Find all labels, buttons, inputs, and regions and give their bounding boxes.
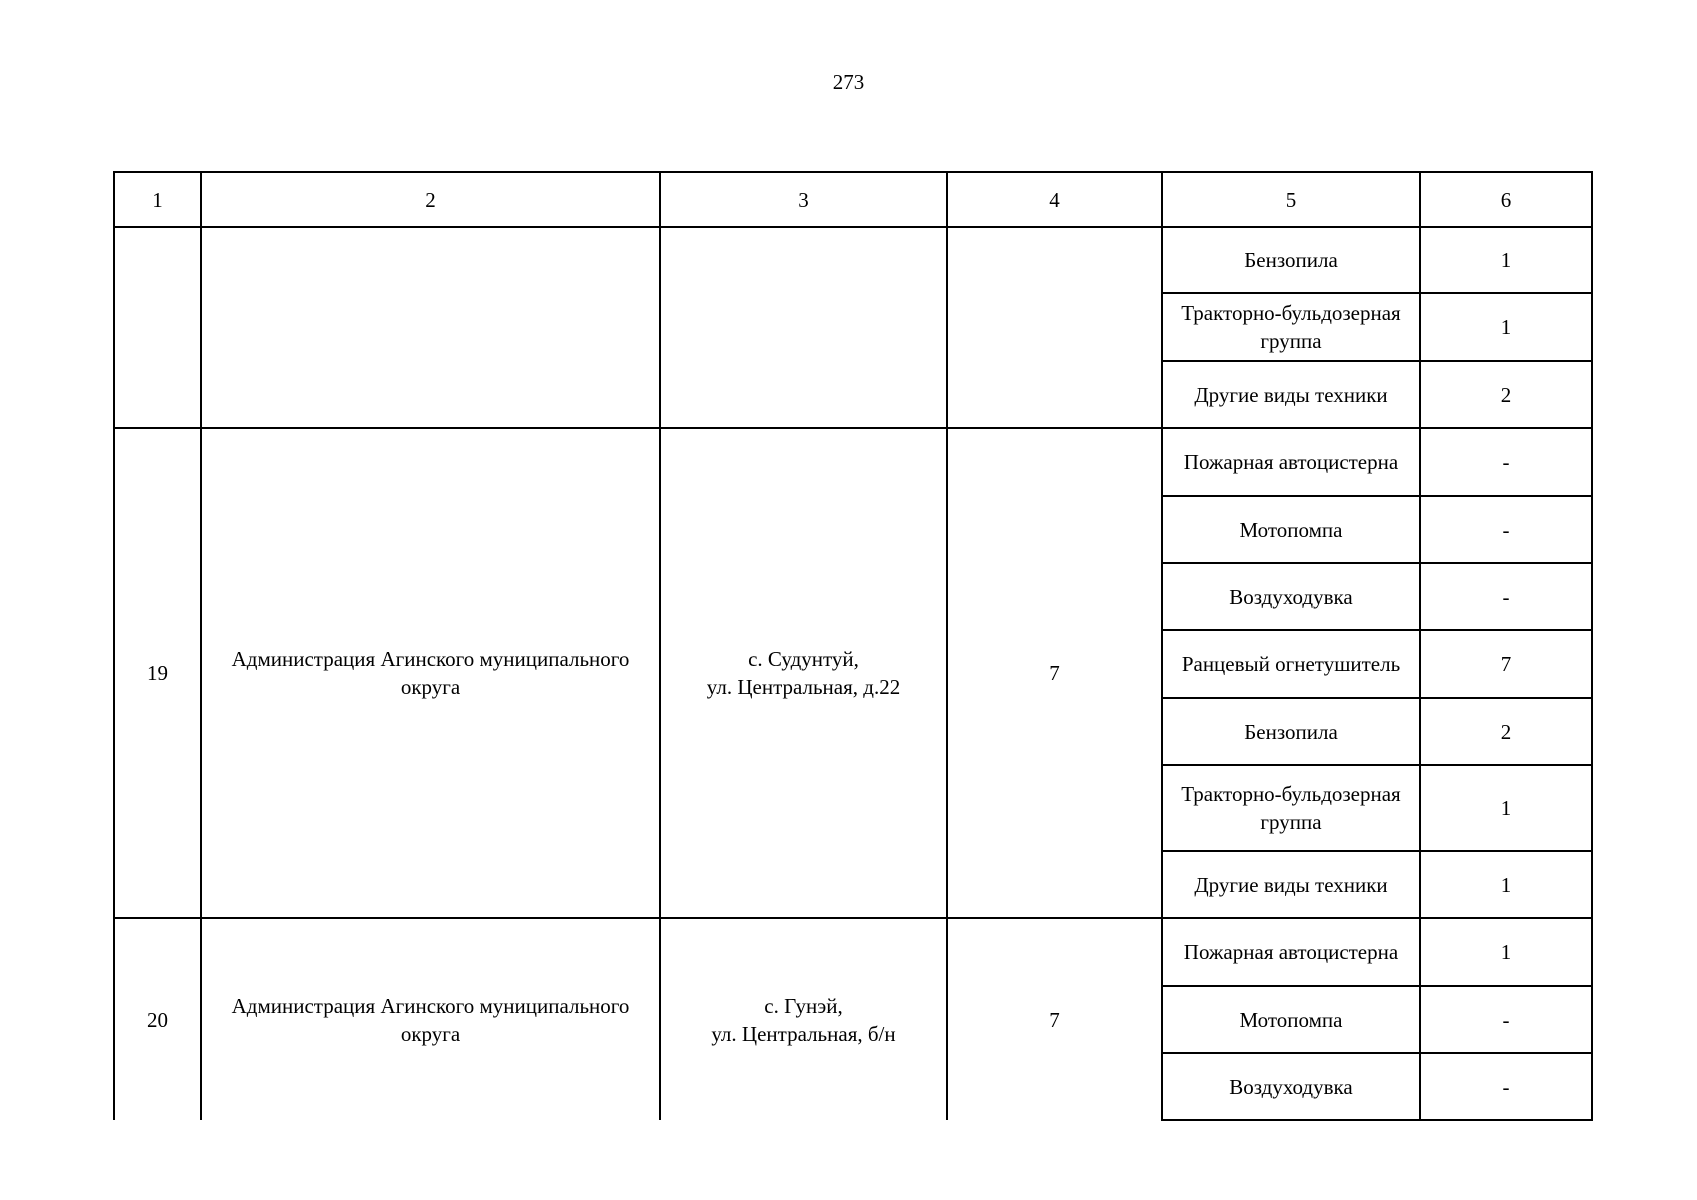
table-row: [114, 428, 1592, 496]
address-line: ул. Центральная, б/н: [711, 1021, 896, 1046]
equipment-name: Воздуходувка: [1162, 1053, 1420, 1120]
equipment-count: 1: [1420, 918, 1592, 986]
equipment-name: Тракторно-бульдозерная группа: [1162, 293, 1420, 361]
org-cell: Администрация Агинского муниципального округа: [201, 428, 660, 918]
num-cell: 20: [114, 918, 201, 1120]
address-cell: [660, 918, 947, 1120]
header-cell: 6: [1420, 172, 1592, 227]
header-cell: 1: [114, 172, 201, 227]
equipment-name: Тракторно-бульдозерная группа: [1162, 765, 1420, 851]
table-row: [114, 918, 1592, 986]
equipment-name: Бензопила: [1162, 227, 1420, 293]
num-cell: [114, 227, 201, 428]
equipment-name: Бензопила: [1162, 698, 1420, 765]
header-cell: 4: [947, 172, 1162, 227]
num-cell: 19: [114, 428, 201, 918]
equipment-count: 7: [1420, 630, 1592, 698]
page-number: 273: [832, 70, 865, 94]
address-cell: [660, 227, 947, 428]
equipment-name: Мотопомпа: [1162, 986, 1420, 1053]
equipment-count: 1: [1420, 851, 1592, 918]
equipment-count: -: [1420, 428, 1592, 496]
header-cell: 3: [660, 172, 947, 227]
equipment-name: Другие виды техники: [1162, 361, 1420, 428]
equipment-count: 1: [1420, 227, 1592, 293]
equipment-count: -: [1420, 1053, 1592, 1120]
col4-cell: [947, 227, 1162, 428]
equipment-name: Воздуходувка: [1162, 563, 1420, 630]
header-cell: 2: [201, 172, 660, 227]
col4-cell: 7: [947, 428, 1162, 918]
equipment-count: 2: [1420, 698, 1592, 765]
table-row: [114, 227, 1592, 293]
address-line: с. Гунэй,: [764, 993, 843, 1018]
address-line: ул. Центральная, д.22: [706, 675, 901, 699]
equipment-count: 2: [1420, 361, 1592, 428]
equipment-count: 1: [1420, 765, 1592, 851]
equipment-table: [113, 171, 1593, 1121]
equipment-name: Пожарная автоцистерна: [1162, 918, 1420, 986]
org-cell: Администрация Агинского муниципального округа: [201, 918, 660, 1120]
col4-cell: 7: [947, 918, 1162, 1120]
equipment-name: Мотопомпа: [1162, 496, 1420, 563]
equipment-name: Пожарная автоцистерна: [1162, 428, 1420, 496]
equipment-name: Другие виды техники: [1162, 851, 1420, 918]
table-header-row: [114, 172, 1592, 227]
equipment-count: -: [1420, 563, 1592, 630]
equipment-count: -: [1420, 986, 1592, 1053]
equipment-name: Ранцевый огнетушитель: [1162, 630, 1420, 698]
org-cell: [201, 227, 660, 428]
address-cell: [660, 428, 947, 918]
address-line: с. Судунтуй,: [748, 647, 859, 671]
equipment-count: 1: [1420, 293, 1592, 361]
header-cell: 5: [1162, 172, 1420, 227]
equipment-count: -: [1420, 496, 1592, 563]
